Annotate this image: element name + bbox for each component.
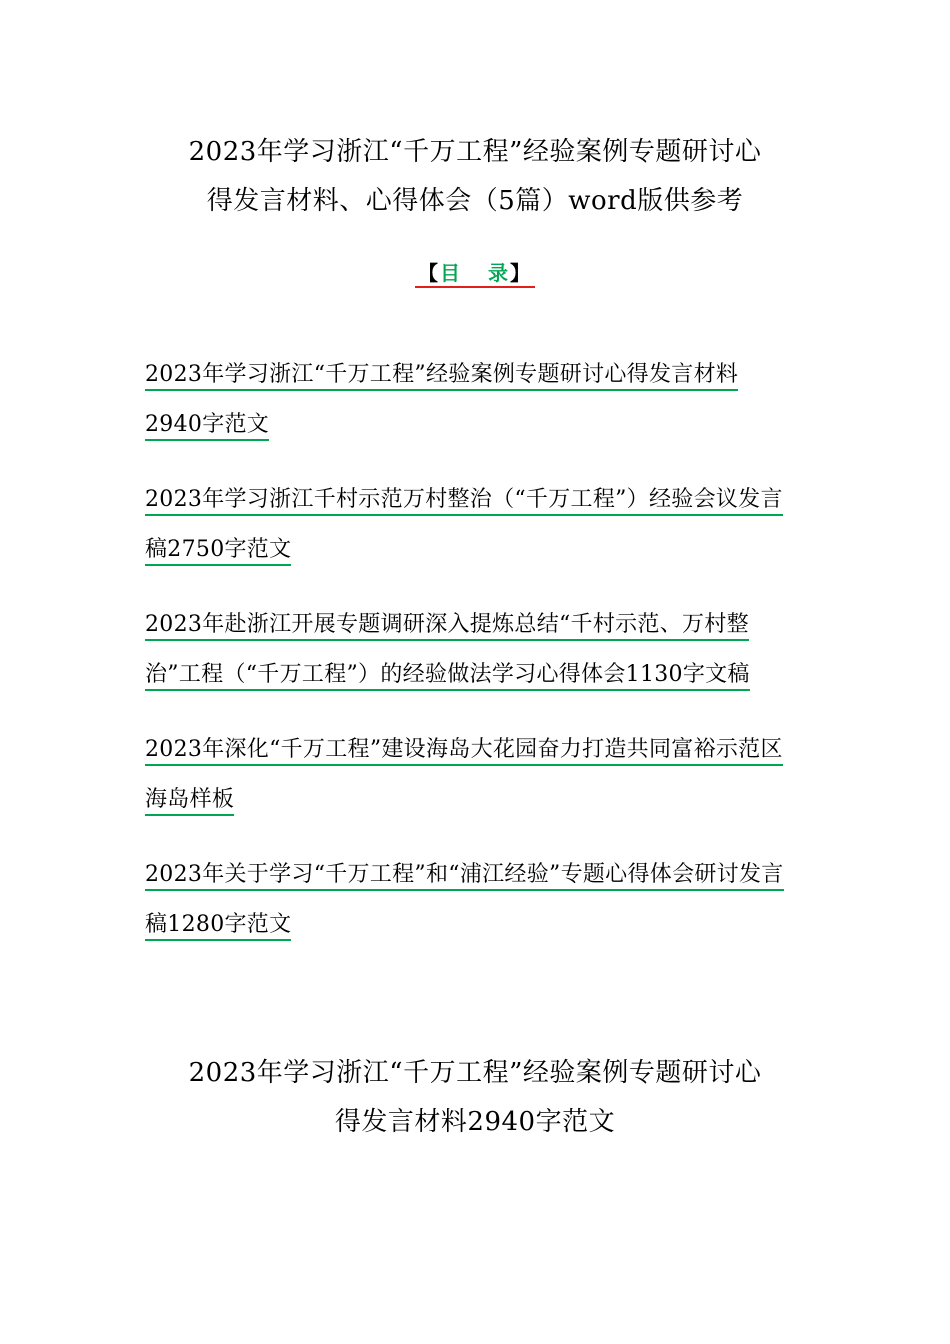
toc-link-2[interactable] <box>145 475 790 575</box>
table-of-contents <box>145 350 790 975</box>
document-title <box>145 128 805 226</box>
toc-link-4-text: 2023年深化“千万工程”建设海岛大花园奋力打造共同富裕示范区海岛样板 <box>145 737 783 816</box>
toc-link-4[interactable] <box>145 725 790 825</box>
toc-heading-label-2: 录 <box>488 261 510 285</box>
toc-link-2-text: 2023年学习浙江千村示范万村整治（“千万工程”）经验会议发言稿2750字范文 <box>145 487 783 566</box>
toc-link-3-text: 2023年赴浙江开展专题调研深入提炼总结“千村示范、万村整治”工程（“千万工程”）的经验做法学习心得体会1130字文稿 <box>145 612 750 691</box>
section-title-line-2: 得发言材料2940字范文 <box>334 1107 616 1137</box>
toc-heading-label-1: 目 <box>440 261 462 285</box>
document-title-line-1: 2023年学习浙江“千万工程”经验案例专题研讨心 <box>188 137 762 167</box>
section-title-line-1: 2023年学习浙江“千万工程”经验案例专题研讨心 <box>188 1058 762 1088</box>
toc-link-1-text: 2023年学习浙江“千万工程”经验案例专题研讨心得发言材料2940字范文 <box>145 362 738 441</box>
toc-heading <box>405 258 545 288</box>
toc-link-3[interactable] <box>145 600 790 700</box>
section-title <box>145 1049 805 1147</box>
toc-link-5[interactable] <box>145 850 790 950</box>
toc-link-1[interactable] <box>145 350 790 450</box>
toc-heading-close-bracket: 】 <box>510 261 532 285</box>
toc-heading-open-bracket: 【 <box>418 261 440 285</box>
toc-link-5-text: 2023年关于学习“千万工程”和“浦江经验”专题心得体会研讨发言稿1280字范文 <box>145 862 784 941</box>
document-title-line-2: 得发言材料、心得体会（5篇）word版供参考 <box>206 186 744 216</box>
toc-heading-underline <box>415 286 535 288</box>
